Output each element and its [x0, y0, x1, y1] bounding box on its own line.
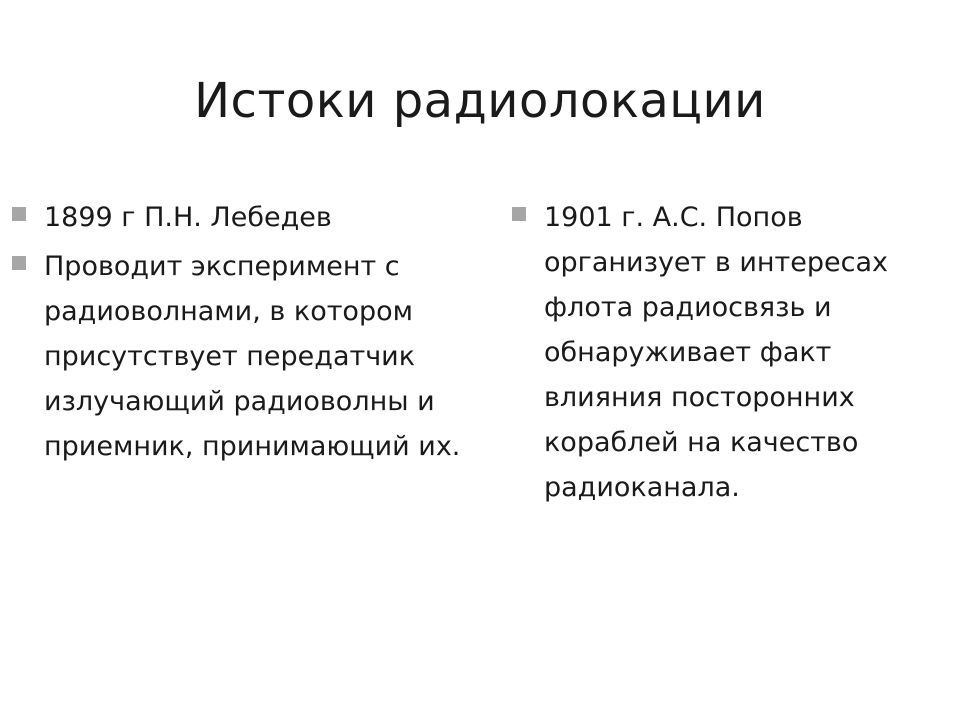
- list-item: [8, 244, 472, 469]
- list-item: [8, 195, 472, 240]
- list-item: [508, 195, 948, 510]
- list-item-text: 1899 г П.Н. Лебедев: [44, 202, 332, 233]
- square-bullet-icon: [512, 207, 526, 221]
- square-bullet-icon: [12, 207, 26, 221]
- slide-title: Истоки радиолокации: [194, 73, 766, 129]
- list-item-text: Проводит эксперимент с радиоволнами, в котором присутствует передатчик излучающий радиоволны и приемник, принимающий их.: [44, 251, 461, 462]
- left-column-list: [8, 195, 472, 473]
- list-item-text: 1901 г. А.С. Попов организует в интересах флота радиосвязь и обнаруживает факт влияния посторонних кораблей на качество радиоканала.: [544, 202, 888, 503]
- right-column-list: [508, 195, 948, 514]
- square-bullet-icon: [12, 256, 26, 270]
